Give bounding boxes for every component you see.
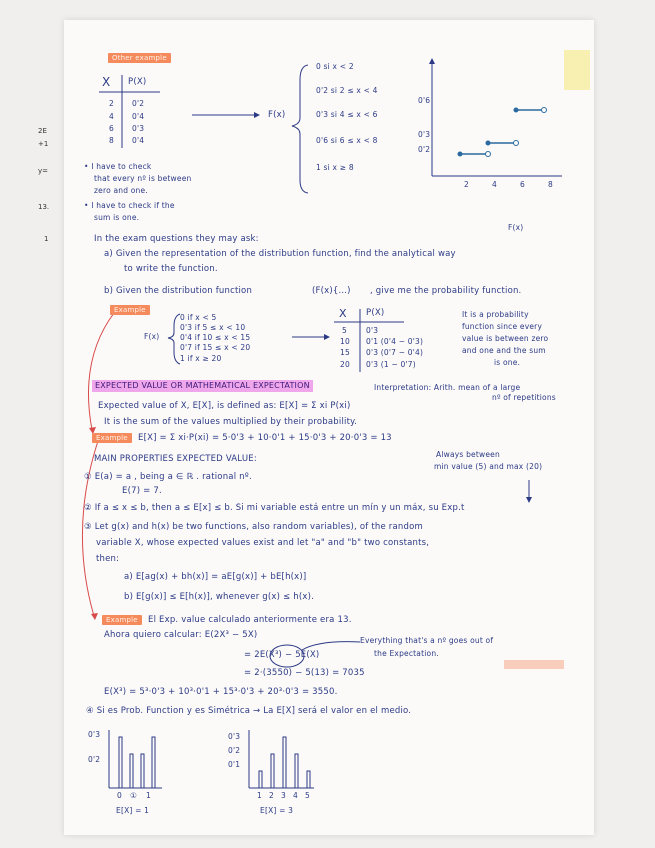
interp2: nº of repetitions (492, 393, 556, 402)
table1-x: 8 (109, 136, 114, 145)
prop-ex4: = 2·(3550) − 5(13) = 7035 (244, 668, 365, 678)
expected-title: EXPECTED VALUE OR MATHEMATICAL EXPECTATION (92, 380, 313, 392)
fx-case: 0'2 si 2 ≤ x < 4 (316, 86, 378, 95)
example2-case: 0'7 if 15 ≤ x < 20 (180, 343, 251, 352)
fx-case: 0'3 si 4 ≤ x < 6 (316, 110, 378, 119)
table1-p: 0'4 (132, 136, 145, 145)
prop-ex2: Ahora quiero calcular: E(2X³ − 5X) (104, 630, 258, 640)
mini-bar (130, 754, 133, 788)
example2-fx: F(x) (144, 332, 160, 341)
table2-p: 0'3 (366, 326, 379, 335)
prob-note: value is between zero (462, 334, 549, 343)
margin-note: 13. (38, 203, 50, 211)
exam-a1: a) Given the representation of the distribution function, find the analytical way (104, 249, 456, 259)
fx-case: 0'6 si 6 ≤ x < 8 (316, 136, 378, 145)
table1-header-px: P(X) (128, 77, 147, 87)
mini-bar (119, 737, 122, 788)
prop3c: then: (96, 554, 120, 564)
example2-case: 1 if x ≥ 20 (180, 354, 222, 363)
margin-note: +1 (38, 140, 49, 148)
table1-p: 0'2 (132, 99, 145, 108)
prop4: ④ Si es Prob. Function y es Simétrica → La E[X] será el valor en el medio. (86, 706, 412, 716)
prop-ex5: E(X³) = 5³·0'3 + 10³·0'1 + 15³·0'3 + 20³·0'3 = 3550. (104, 687, 338, 697)
table2-p: 0'3 (1 − 0'7) (366, 360, 416, 369)
mini2-xlabel: 2 (269, 791, 274, 800)
plot-xlabel: 2 (464, 180, 469, 189)
plot-ylabel: 0'2 (418, 145, 431, 154)
prop3b: variable X, whose expected values exist and let "a" and "b" two constants, (96, 538, 430, 548)
step-open-dot (514, 141, 519, 146)
mini1-caption: E[X] = 1 (116, 806, 150, 815)
exam-a2: to write the function. (124, 264, 218, 274)
check1-line: • I have to check (84, 162, 152, 171)
example2-case: 0 if x < 5 (180, 313, 217, 322)
fx-case: 1 si x ≥ 8 (316, 163, 354, 172)
fx-case: 0 si x < 2 (316, 62, 354, 71)
prob-note: is one. (494, 358, 521, 367)
table2-x: 15 (340, 348, 350, 357)
mini2-ylabel: 0'2 (228, 746, 241, 755)
check1-line: zero and one. (94, 186, 148, 195)
step-open-dot (486, 152, 491, 157)
expected-example: E[X] = Σ xi·P(xi) = 5·0'3 + 10·0'1 + 15·0'3 + 20·0'3 = 13 (138, 433, 392, 443)
table2-x: 20 (340, 360, 350, 369)
prop-ex-note2: the Expectation. (374, 649, 439, 658)
margin-note: 1 (44, 235, 49, 243)
properties-title: MAIN PROPERTIES EXPECTED VALUE: (94, 454, 257, 464)
margin-note: y= (38, 167, 49, 175)
mini2-xlabel: 1 (257, 791, 262, 800)
mini1-ylabel: 0'3 (88, 730, 101, 739)
mini-bar (295, 754, 298, 788)
mini2-xlabel: 5 (305, 791, 310, 800)
corner-fx: F(x) (508, 223, 524, 232)
mini-bar (259, 771, 262, 788)
interp: Interpretation: Arith. mean of a large (374, 383, 521, 392)
exam-intro: In the exam questions they may ask: (94, 234, 259, 244)
example-label: Other example (108, 53, 171, 63)
table2-p: 0'3 (0'7 − 0'4) (366, 348, 424, 357)
highlighter-stroke (504, 660, 564, 669)
prob-note: It is a probability (462, 310, 529, 319)
check1-line: that every nº is between (94, 174, 192, 183)
plot-xlabel: 6 (520, 180, 525, 189)
fx-label: F(x) (268, 110, 286, 120)
mini-bar (283, 737, 286, 788)
prop3d: a) E[ag(x) + bh(x)] = aE[g(x)] + bE[h(x)] (124, 572, 307, 582)
prop-ex3: = 2E(X³) − 5E(X) (244, 650, 320, 660)
prop1a: ① E(a) = a , being a ∈ ℝ . rational nº. (84, 472, 252, 482)
plot-ylabel: 0'3 (418, 130, 431, 139)
def1: Expected value of X, E[X], is defined as: E[X] = Σ xi P(xi) (98, 401, 351, 411)
prop3a: ③ Let g(x) and h(x) be two functions, also random variables), of the random (84, 522, 423, 532)
example4-label: Example (102, 615, 142, 625)
prop-ex1: El Exp. value calculado anteriormente era 13. (148, 615, 352, 625)
mini-bar (271, 754, 274, 788)
prob-note: function since every (462, 322, 543, 331)
exam-b1: b) Given the distribution function (104, 286, 253, 296)
mini1-xlabel: 0 (117, 791, 122, 800)
step-closed-dot (486, 141, 491, 146)
table2-x: 5 (342, 326, 347, 335)
mini-bar (141, 754, 144, 788)
table1-header-x: X (102, 75, 111, 89)
table1-x: 6 (109, 124, 114, 133)
example2-case: 0'3 if 5 ≤ x < 10 (180, 323, 246, 332)
prop1b: E(7) = 7. (122, 486, 162, 496)
exam-b2: , give me the probability function. (370, 286, 522, 296)
check2-line: • I have to check if the (84, 201, 175, 210)
mini2-xlabel: 3 (281, 791, 286, 800)
prop3e: b) E[g(x)] ≤ E[h(x)], whenever g(x) ≤ h(x). (124, 592, 315, 602)
mini2-xlabel: 4 (293, 791, 298, 800)
step-open-dot (542, 108, 547, 113)
table2-p: 0'1 (0'4 − 0'3) (366, 337, 424, 346)
always1: Always between (436, 450, 500, 459)
prop2: ② If a ≤ x ≤ b, then a ≤ E[x] ≤ b. Si mi variable está entre un mín y un máx, su Exp.t (84, 503, 465, 513)
exam-b-fx: (F(x){...) (312, 286, 351, 296)
example2-label: Example (110, 305, 150, 315)
check2-line: sum is one. (94, 213, 140, 222)
plot-ylabel: 0'6 (418, 96, 431, 105)
prob-note: and one and the sum (462, 346, 546, 355)
mini-bar (307, 771, 310, 788)
mini2-caption: E[X] = 3 (260, 806, 294, 815)
notebook-page (64, 20, 594, 835)
mini1-xlabel: 1 (146, 791, 151, 800)
mini1-ylabel: 0'2 (88, 755, 101, 764)
plot-xlabel: 4 (492, 180, 497, 189)
table1-p: 0'3 (132, 124, 145, 133)
margin-note: 2E (38, 127, 47, 135)
step-closed-dot (514, 108, 519, 113)
table1-x: 2 (109, 99, 114, 108)
table1-p: 0'4 (132, 112, 145, 121)
table2-header-px: P(X) (366, 308, 385, 318)
mini2-ylabel: 0'1 (228, 760, 241, 769)
table2-header-x: X (339, 307, 347, 320)
table2-x: 10 (340, 337, 350, 346)
mini1-xlabel: ① (130, 791, 137, 800)
step-closed-dot (458, 152, 463, 157)
plot-xlabel: 8 (548, 180, 553, 189)
sticky-edge (564, 50, 590, 90)
example2-case: 0'4 if 10 ≤ x < 15 (180, 333, 251, 342)
mini2-ylabel: 0'3 (228, 732, 241, 741)
mini-bar (152, 737, 155, 788)
always2: min value (5) and max (20) (434, 462, 543, 471)
prop-ex-note1: Everything that's a nº goes out of (360, 636, 494, 645)
table1-x: 4 (109, 112, 114, 121)
def2: It is the sum of the values multiplied by their probability. (104, 417, 358, 427)
example3-label: Example (92, 433, 132, 443)
